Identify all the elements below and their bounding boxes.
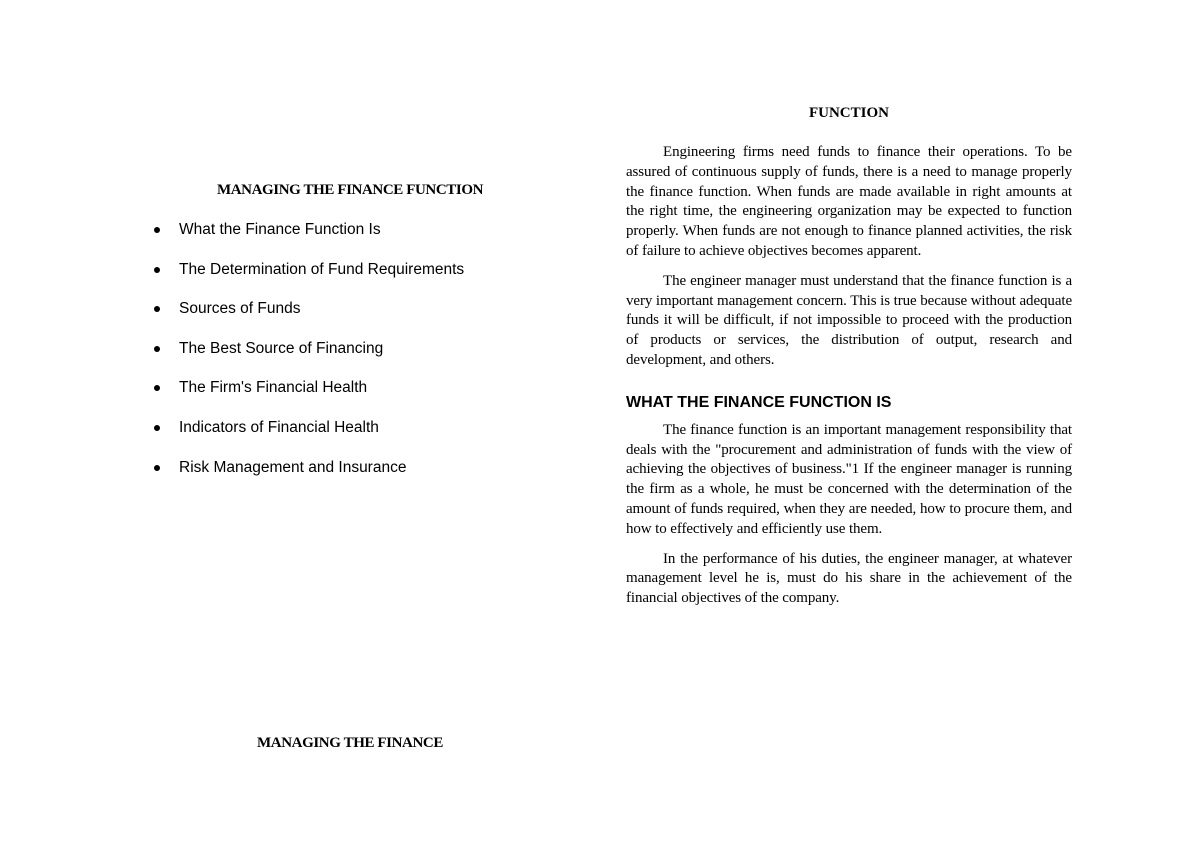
bullet-icon — [154, 346, 160, 352]
list-item-label: Sources of Funds — [179, 300, 301, 318]
list-item — [152, 378, 464, 418]
bullet-icon — [154, 425, 160, 431]
list-item-label: The Best Source of Financing — [179, 339, 384, 357]
list-item — [152, 418, 464, 458]
list-item — [152, 458, 464, 498]
list-item — [152, 299, 464, 339]
left-page-footer: MANAGING THE FINANCE — [257, 735, 443, 751]
bullet-icon — [154, 306, 160, 312]
list-item — [152, 260, 464, 300]
list-item-label: Indicators of Financial Health — [179, 418, 379, 436]
body-paragraph: In the performance of his duties, the engineer manager, at whatever management level he is, must do his share in the achievement of the financial objectives of the company. — [626, 550, 1072, 607]
bullet-icon — [154, 267, 160, 273]
body-paragraph: Engineering firms need funds to finance their operations. To be assured of continuous supply of funds, there is a need to manage properly the finance function. When funds are made available in right amounts at the right time, the engineering organization may be expected to function properly. When funds are not enough to finance planned activities, the risk of failure to achieve objectives becomes apparent. — [626, 144, 1072, 259]
list-item-label: The Firm's Financial Health — [179, 379, 368, 397]
bullet-icon — [154, 385, 160, 391]
list-item-label: Risk Management and Insurance — [179, 458, 407, 476]
topic-list — [152, 220, 464, 497]
bullet-icon — [154, 465, 160, 471]
left-page-title: MANAGING THE FINANCE FUNCTION — [216, 182, 484, 198]
body-paragraph: The finance function is an important management responsibility that deals with the "procurement and administration of funds with the view of achieving the objectives of business."1 If the engineer manager is running the firm as a whole, he must be concerned with the determination of the amount of funds required, when they are needed, how to procure them, and how to effectively and efficiently use them. — [626, 421, 1072, 537]
section-heading: WHAT THE FINANCE FUNCTION IS — [626, 393, 892, 411]
body-paragraph: The engineer manager must understand that the finance function is a very important management concern. This is true because without adequate funds it will be difficult, if not impossible to proceed with the production of products or services, the distribution of output, research and development, and others. — [626, 272, 1072, 368]
right-page-title: FUNCTION — [808, 105, 889, 121]
list-item — [152, 220, 464, 260]
list-item-label: What the Finance Function Is — [179, 221, 381, 238]
list-item-label: The Determination of Fund Requirements — [179, 260, 465, 278]
list-item — [152, 339, 464, 379]
bullet-icon — [154, 227, 160, 233]
right-page-body — [626, 143, 1072, 619]
